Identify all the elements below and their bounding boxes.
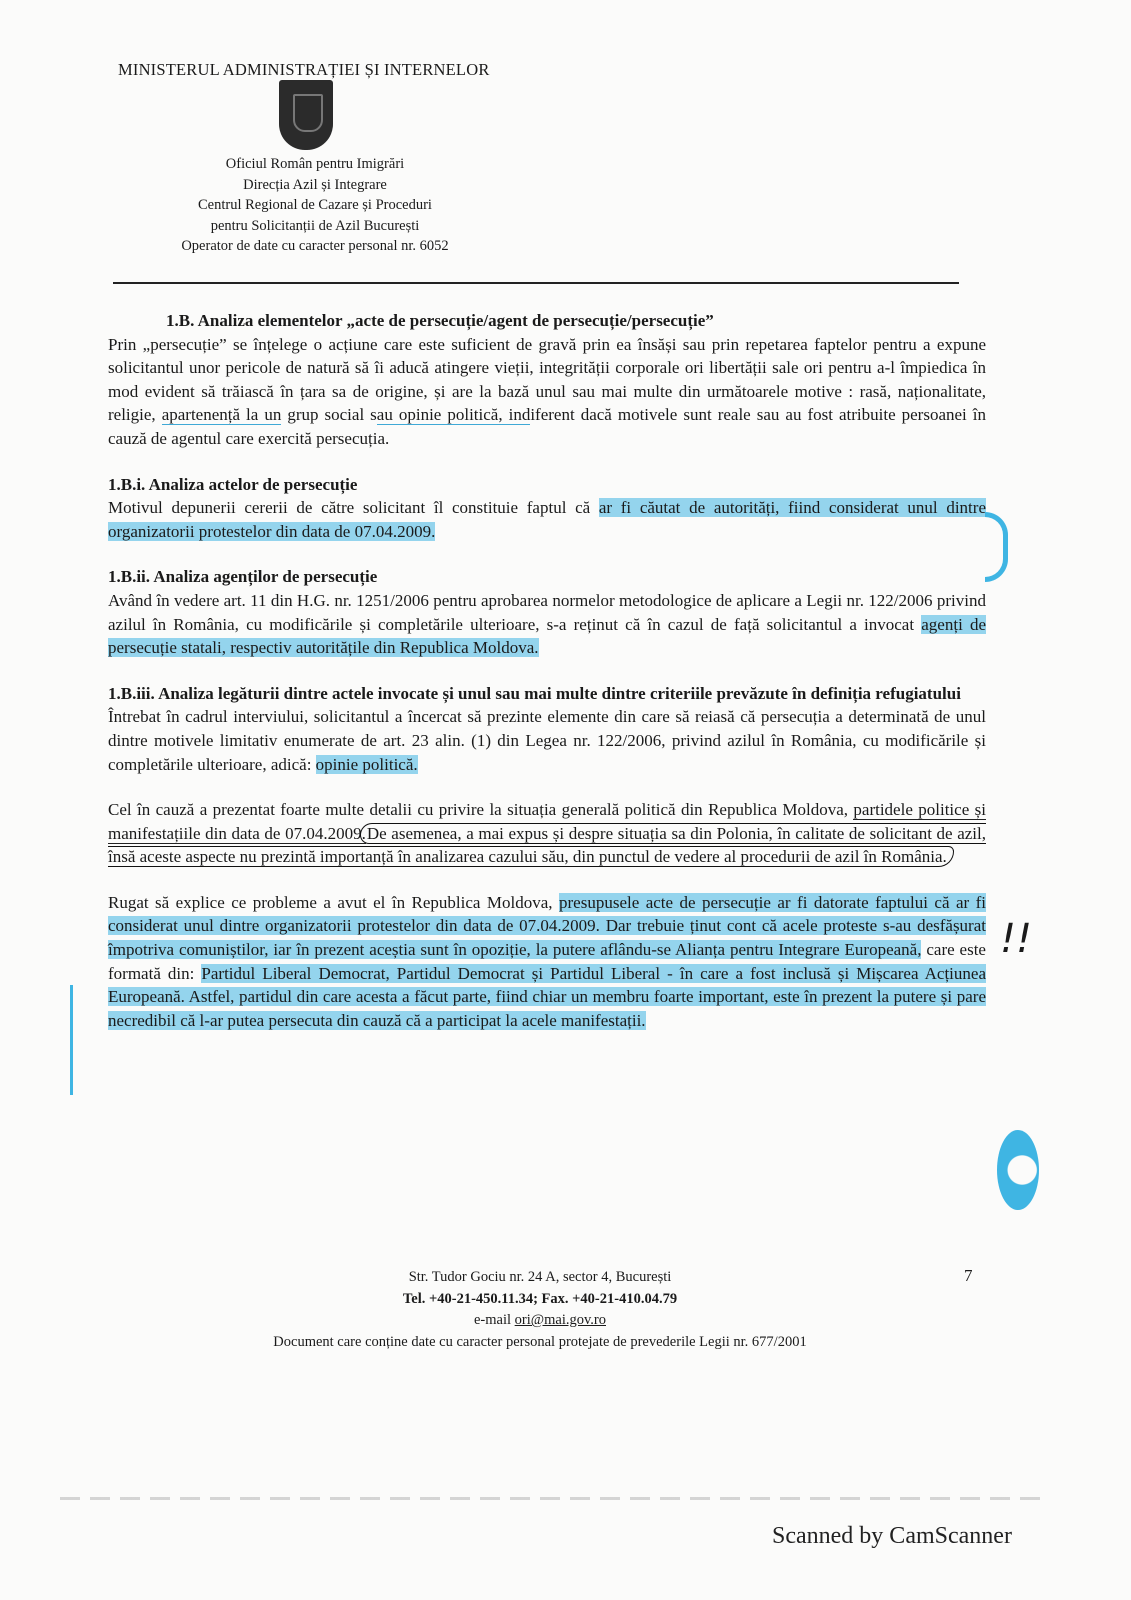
paragraph-analysis xyxy=(108,891,986,1033)
footer xyxy=(190,1267,890,1353)
office-line: Centrul Regional de Cazare și Proceduri xyxy=(198,197,432,213)
document-body xyxy=(108,309,986,1054)
pen-bracket-mark xyxy=(985,512,1008,582)
section-1bii xyxy=(108,565,986,659)
section-1b xyxy=(108,309,986,451)
section-heading: 1.B. Analiza elementelor „acte de persecuție/agent de persecuție/persecuție” xyxy=(166,311,714,330)
highlight: opinie politică. xyxy=(315,754,418,774)
paragraph xyxy=(108,496,986,543)
footer-phone: Tel. +40-21-450.11.34; Fax. +40-21-410.04.79 xyxy=(402,1290,678,1307)
paragraph xyxy=(108,798,986,869)
footer-notice: Document care conține date cu caracter personal protejate de prevederile Legii nr. 677/2001 xyxy=(273,1333,807,1350)
section-1bi xyxy=(108,473,986,544)
paragraph-details xyxy=(108,798,986,869)
highlight: ar fi căutat de autorități, fiind considerat unul dintre organizatorii protestelor din data de 07.04.2009. xyxy=(108,498,986,541)
highlight: Partidul Liberal Democrat, Partidul Democrat și Partidul Liberal - în care a fost inclusă și Mișcarea Acțiunea Europeană. Astfel, partidul din care acesta a făcut parte, fiind chiar un membru foarte important, este în prezent la putere și pare necredibil că l-ar putea persecuta din cauză că a participat la acele manifestații. xyxy=(108,963,986,1030)
header-divider xyxy=(113,282,959,284)
section-1biii xyxy=(108,682,986,776)
office-block xyxy=(120,154,510,257)
text: care este formată din: xyxy=(108,940,986,983)
pen-scribble-mark xyxy=(997,1130,1039,1210)
exclamation-annotation: !! xyxy=(1000,916,1033,962)
footer-address: Str. Tudor Gociu nr. 24 A, sector 4, București xyxy=(408,1269,672,1285)
text: Întrebat în cadrul interviului, solicitantul a încercat să prezinte elemente din care să reiasă că persecuția a determinată de unul dintre motivele limitativ enumerate de art. 23 alin. (1) din Legea nr. 122/2006, privind azilul în România, cu modificările și completările ulterioare, adică: xyxy=(108,707,986,774)
office-line: Direcția Azil și Integrare xyxy=(243,176,387,193)
office-line: Oficiul Român pentru Imigrări xyxy=(225,156,405,172)
text: Având în vedere art. 11 din H.G. nr. 1251/2006 pentru aprobarea normelor metodologice de aplicare a Legii nr. 122/2006 privind azilul în România, cu modificările și completările ulterioare, s-a reținut că în cazul de față solicitantul a invocat xyxy=(108,590,986,634)
text: Cel în cauză a prezentat foarte multe detalii cu privire la situația generală politică din Republica Moldova, xyxy=(108,800,854,820)
paragraph xyxy=(108,891,986,1033)
margin-pen-line xyxy=(70,985,73,1095)
coat-of-arms-icon xyxy=(279,80,333,150)
text: Motivul depunerii cererii de către solicitant îl constituie faptul că xyxy=(108,498,599,518)
pen-circled-text: De asemenea, a mai expus și despre situația sa din Polonia, în calitate de solicitant de azil, însă aceste aspecte nu prezintă importanță în analizarea cazului său, din punctul de vedere al procedurii de azil în România. xyxy=(108,823,986,867)
paragraph xyxy=(108,589,986,660)
email-label: e-mail xyxy=(473,1312,515,1328)
office-line: pentru Solicitanții de Azil București xyxy=(210,217,420,234)
scan-edge xyxy=(60,1497,1050,1500)
text: Prin „persecuție” se înțelege o acțiune care este suficient de gravă prin ea însăși sau prin repetarea faptelor pentru a expune solicitantul unor pericole de natură să îi aducă atingere vieții, integrității corporale ori libertății sale ori pentru a-l împiedica în mod evident să trăiască în țara sa de origine, și are la bază unul sau mai multe din următoarele motive : rasă, naționalitate, religie, xyxy=(108,334,986,425)
highlight: agenți de persecuție statali, respectiv autoritățile din Republica Moldova. xyxy=(108,614,986,658)
footer-email-line xyxy=(190,1310,890,1332)
pen-underline: apartenență la un xyxy=(161,405,282,425)
section-heading: 1.B.iii. Analiza legăturii dintre actele invocate și unul sau mai multe dintre criteriile prevăzute în definiția refugiatului xyxy=(108,683,961,703)
text: iferent dacă motivele sunt reale sau au fost atribuite persoanei în cauză de agentul care exercită persecuția. xyxy=(108,405,986,448)
ministry-name: MINISTERUL ADMINISTRAȚIEI ȘI INTERNELOR xyxy=(118,60,490,79)
section-heading: 1.B.i. Analiza actelor de persecuție xyxy=(108,474,358,494)
email-link[interactable]: ori@mai.gov.ro xyxy=(514,1312,606,1328)
office-line: Operator de date cu caracter personal nr. 6052 xyxy=(181,238,449,254)
paragraph xyxy=(108,333,986,451)
text: grup social s xyxy=(281,405,377,425)
camscanner-watermark: Scanned by CamScanner xyxy=(772,1523,1012,1549)
highlight: presupusele acte de persecuție ar fi datorate faptului că ar fi considerat unul dintre organizatorii protestelor din data de 07.04.2009. Dar trebuie ținut cont că acele proteste s-au desfășurat împotriva comuniștilor, iar în prezent aceștia sunt în opoziție, la putere aflându-se Alianța pentru Integrare Europeană, xyxy=(108,892,986,960)
text: Rugat să explice ce probleme a avut el în Republica Moldova, xyxy=(108,892,559,912)
pen-underline: partidele politice și manifestațiile din data de 07.04.2009. xyxy=(108,800,986,843)
page-number: 7 xyxy=(964,1266,973,1285)
section-heading: 1.B.ii. Analiza agenților de persecuție xyxy=(108,567,378,587)
paragraph xyxy=(108,705,986,776)
pen-underline: au opinie politică, ind xyxy=(376,405,531,425)
